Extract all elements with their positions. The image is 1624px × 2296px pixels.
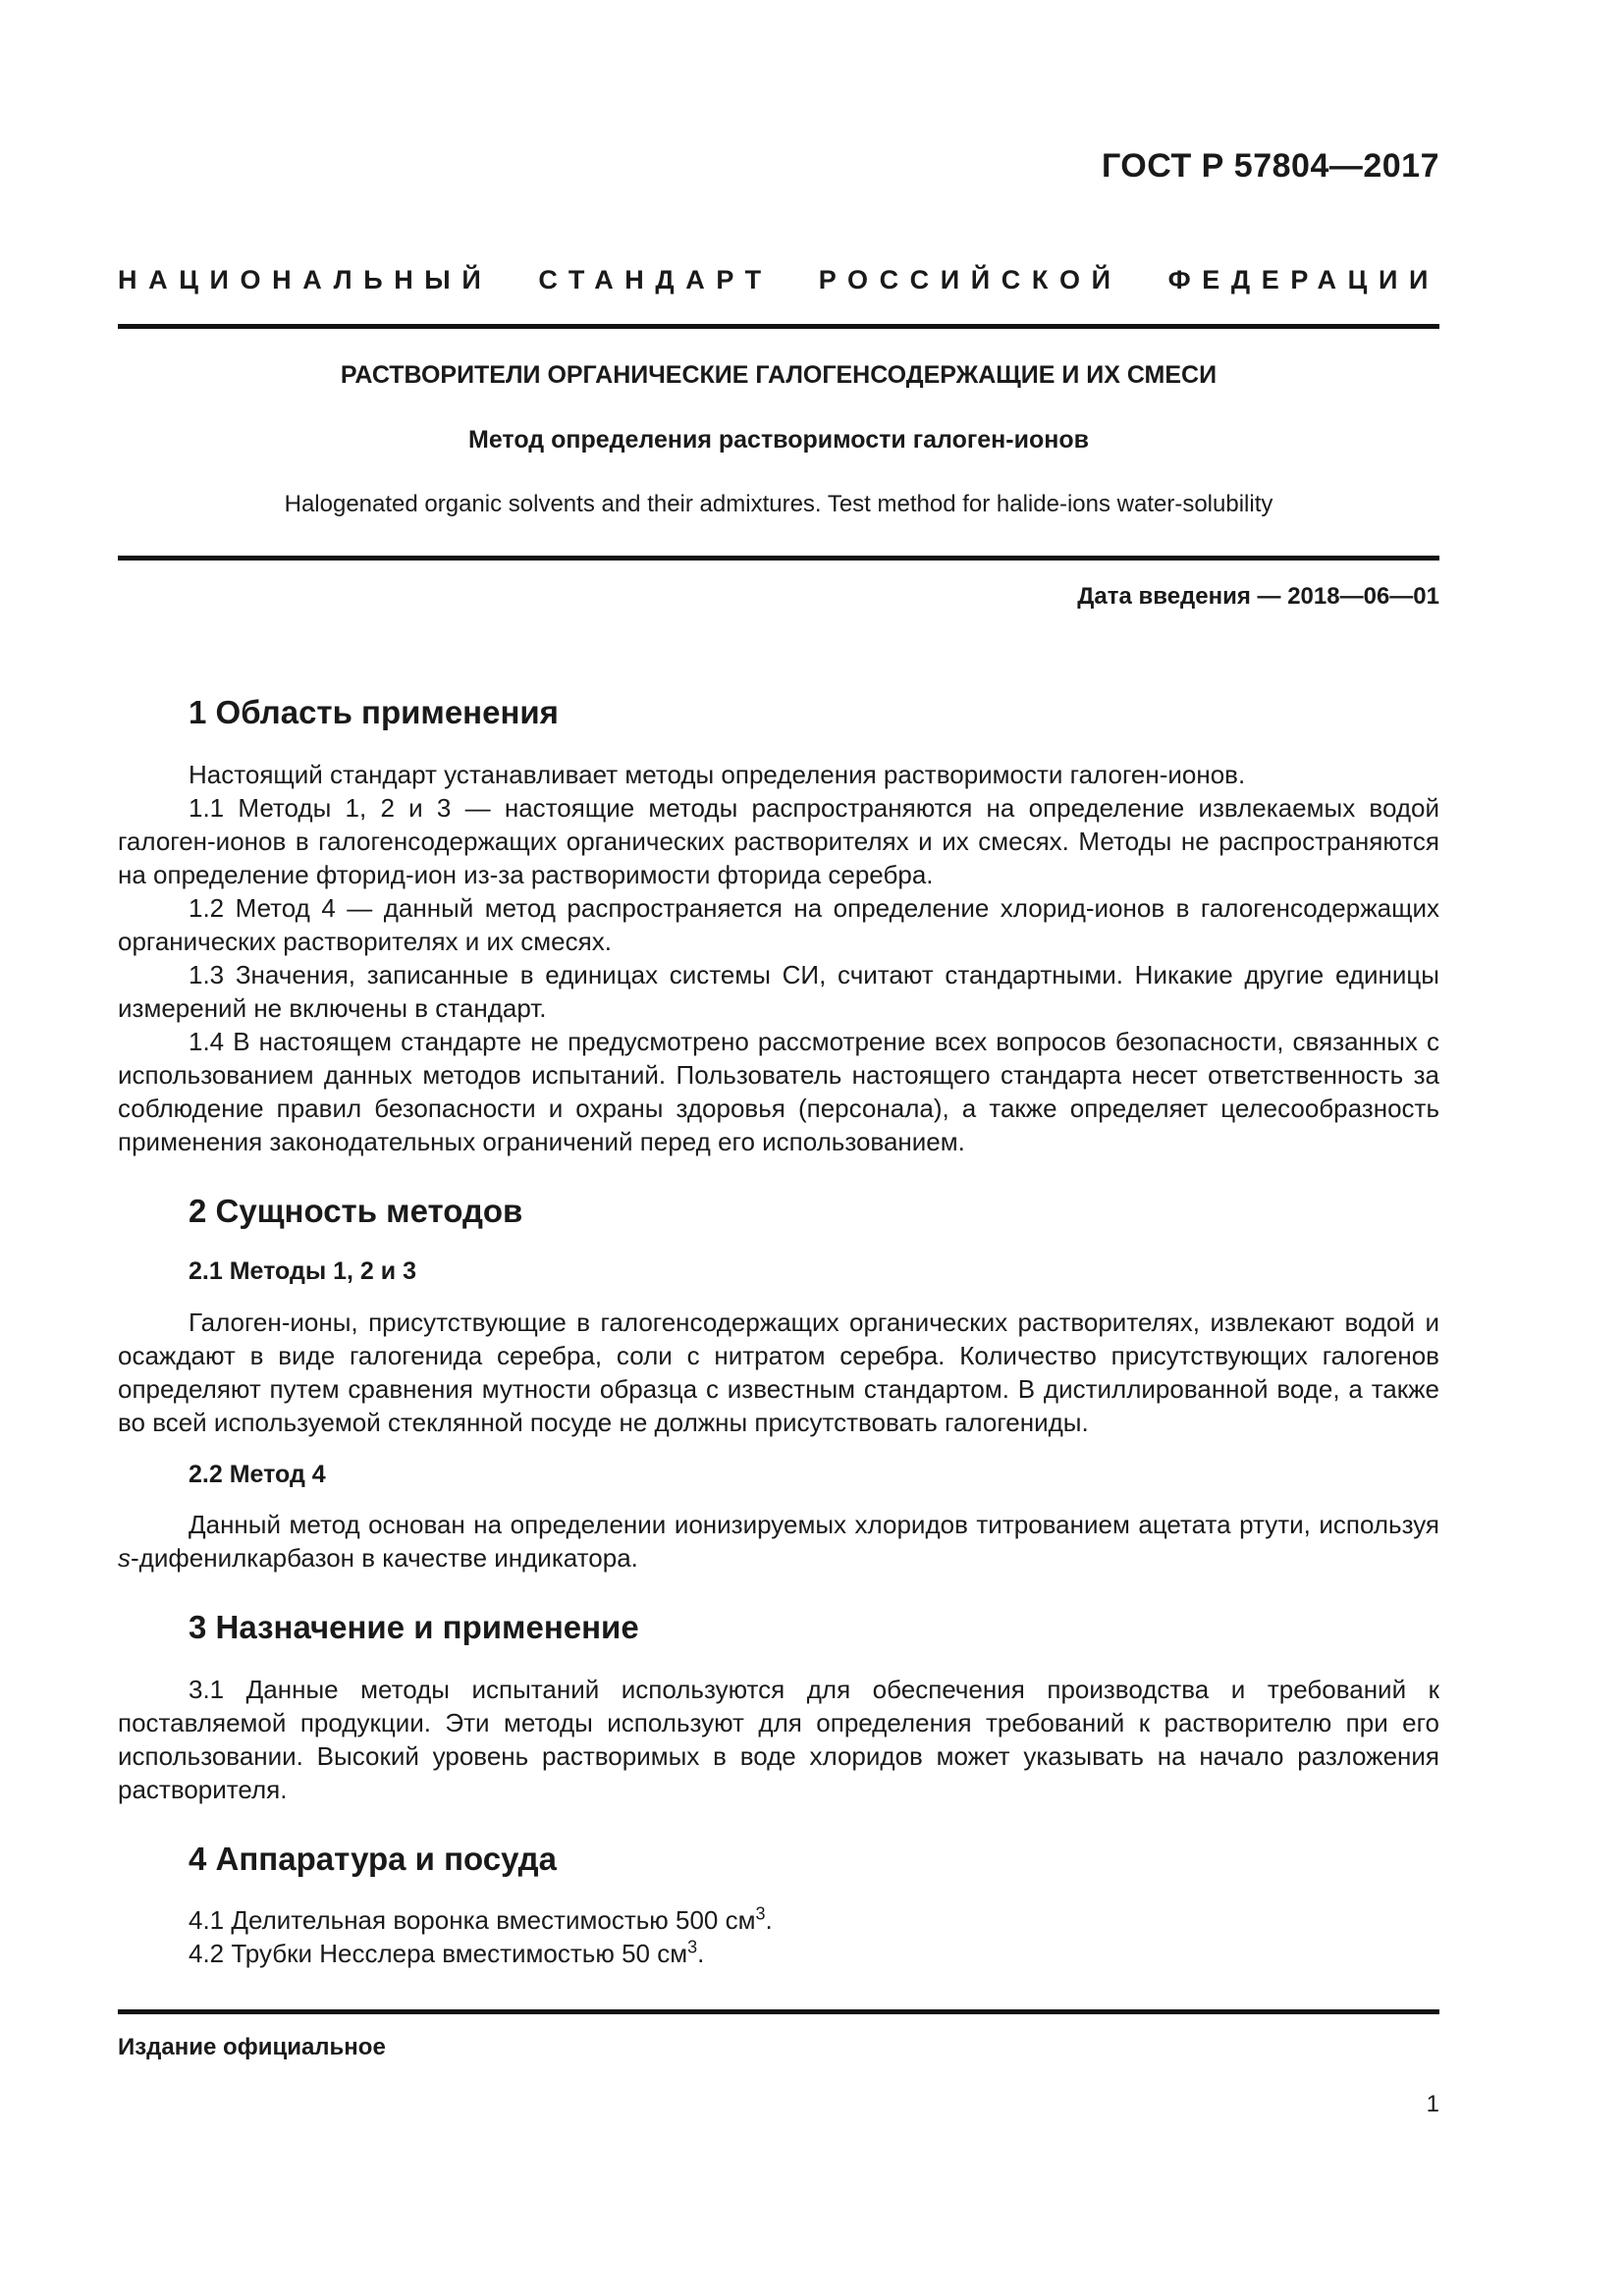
- official-edition-label: Издание официальное: [118, 2034, 386, 2060]
- section-heading: 2 Сущность методов: [189, 1192, 523, 1229]
- paragraph: 1.1 Методы 1, 2 и 3 — настоящие методы распространяются на определение извлекаемых водой галоген-ионов в галогенсодержащих органических растворителях и их смесях. Методы не распространяются на определение фторид-ион из-за растворимости фторида серебра.: [118, 792, 1439, 889]
- list-item: [118, 1903, 1439, 1937]
- superscript: 3: [755, 1903, 766, 1924]
- paragraph: [118, 1508, 1439, 1575]
- italic-symbol: s: [118, 1543, 131, 1574]
- list-item: [118, 1937, 1439, 1970]
- header-divider-bottom: [118, 556, 1439, 561]
- superscript: 3: [687, 1937, 698, 1957]
- section-heading: 1 Область применения: [189, 694, 559, 730]
- list-item-text: 4.1 Делительная воронка вместимостью 500 см: [189, 1905, 756, 1936]
- list-item-end: .: [765, 1905, 773, 1936]
- list-item-text: 4.2 Трубки Несслера вместимостью 50 см: [189, 1939, 688, 1969]
- document-number: ГОСТ Р 57804—2017: [1101, 147, 1439, 185]
- national-standard-title: НАЦИОНАЛЬНЫЙ СТАНДАРТ РОССИЙСКОЙ ФЕДЕРАЦИИ: [118, 265, 1439, 294]
- standard-title-english: Halogenated organic solvents and their admixtures. Test method for halide-ions water-solubility: [284, 491, 1273, 517]
- paragraph: Галоген-ионы, присутствующие в галогенсодержащих органических растворителях, извлекают водой и осаждают в виде галогенида серебра, соли с нитратом серебра. Количество присутствующих галогенов определяют путем сравнения мутности образца с известным стандартом. В дистиллированной воде, а также во всей используемой стеклянной посуде не должны присутствовать галогениды.: [118, 1307, 1439, 1437]
- document-body: [118, 693, 1439, 2003]
- paragraph: 1.4 В настоящем стандарте не предусмотрено рассмотрение всех вопросов безопасности, связанных с использованием данных методов испытаний. Пользователь настоящего стандарта несет ответственность за соблюдение правил безопасности и охраны здоровья (персонала), а также определяет целесообразность применения законодательных ограничений перед его использованием.: [118, 1026, 1439, 1156]
- paragraph: 1.2 Метод 4 — данный метод распространяется на определение хлорид-ионов в галогенсодержащих органических растворителях и их смесях.: [118, 892, 1439, 956]
- section-heading: 3 Назначение и применение: [189, 1609, 639, 1646]
- header-divider-top: [118, 324, 1439, 329]
- document-page: [118, 0, 1439, 2296]
- section-scope: [118, 693, 1439, 1158]
- standard-title: РАСТВОРИТЕЛИ ОРГАНИЧЕСКИЕ ГАЛОГЕНСОДЕРЖАЩИЕ И ИХ СМЕСИ: [340, 361, 1218, 389]
- section-heading: 4 Аппаратура и посуда: [189, 1840, 557, 1877]
- introduction-date: Дата введения — 2018—06—01: [1077, 583, 1439, 610]
- section-purpose: [118, 1608, 1439, 1806]
- list-item-end: .: [697, 1939, 705, 1969]
- section-apparatus: [118, 1840, 1439, 1971]
- paragraph: 3.1 Данные методы испытаний используются для обеспечения производства и требований к поставляемой продукции. Эти методы используют для определения требований к растворителю при его использовании. Высокий уровень растворимых в воде хлоридов может указывать на начало разложения растворителя.: [118, 1674, 1439, 1804]
- paragraph: 1.3 Значения, записанные в единицах системы СИ, считают стандартными. Никакие другие единицы измерений не включены в стандарт.: [118, 959, 1439, 1023]
- page-number: 1: [1426, 2091, 1439, 2117]
- paragraph: Настоящий стандарт устанавливает методы определения растворимости галоген-ионов.: [189, 759, 1246, 789]
- section-methods-essence: [118, 1192, 1439, 1575]
- subsection-heading: 2.2 Метод 4: [189, 1460, 326, 1488]
- paragraph-text: Данный метод основан на определении ионизируемых хлоридов титрованием ацетата ртути, используя: [189, 1510, 1439, 1540]
- footer-divider: [118, 2009, 1439, 2014]
- subsection-heading: 2.1 Методы 1, 2 и 3: [189, 1257, 416, 1286]
- paragraph-text: -дифенилкарбазон в качестве индикатора.: [131, 1543, 638, 1574]
- standard-subtitle: Метод определения растворимости галоген-ионов: [468, 426, 1089, 454]
